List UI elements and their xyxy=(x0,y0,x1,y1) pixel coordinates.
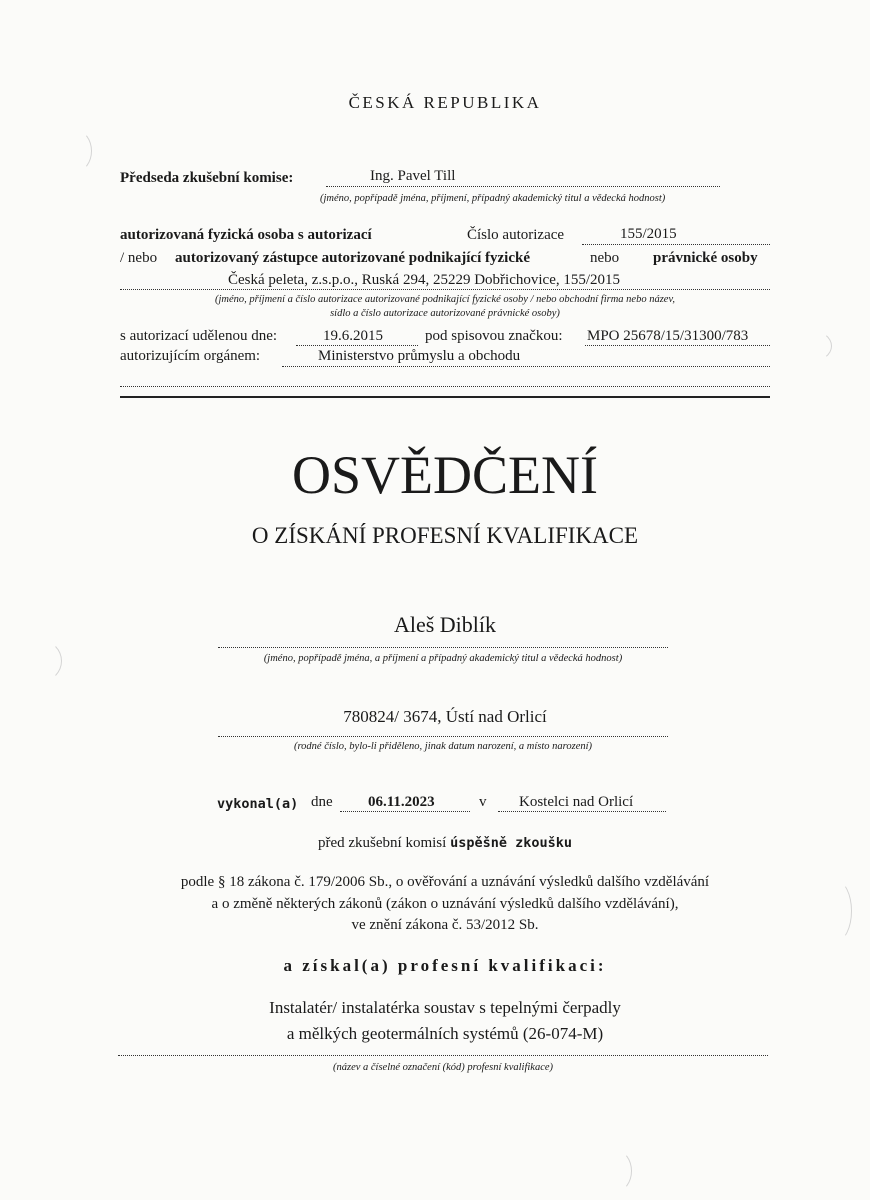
chair-note: (jméno, popřípadě jména, příjmení, případný akademický titul a vědecká hodnost) xyxy=(320,193,666,204)
legal-person-label: právnické osoby xyxy=(653,250,758,266)
paper-fiber xyxy=(20,640,62,682)
qualification-note: (název a číselné označení (kód) profesní kvalifikace) xyxy=(332,1062,554,1073)
exam-before-line xyxy=(0,835,870,852)
or-prefix: / nebo xyxy=(120,250,158,266)
exam-done-label: vykonal(a) xyxy=(217,796,299,812)
file-label: pod spisovou značkou: xyxy=(425,328,563,344)
chair-label: Předseda zkušební komise: xyxy=(120,170,294,186)
holder-birth-dotted-line xyxy=(218,736,668,737)
authorization-number-label: Číslo autorizace xyxy=(467,227,565,243)
holder-name-note: (jméno, popřípadě jména, a příjmení a případný akademický titul a vědecká hodnost) xyxy=(263,653,623,664)
entity-value: Česká peleta, z.s.p.o., Ruská 294, 25229 Dobřichovice, 155/2015 xyxy=(228,272,621,288)
qualification-dotted-line xyxy=(118,1055,768,1056)
granted-label: s autorizací udělenou dne: xyxy=(120,328,278,344)
qualification-line-2: a mělkých geotermálních systémů (26-074-M) xyxy=(286,1024,604,1043)
exam-place-dotted-line xyxy=(498,811,666,812)
acquired-qualification-heading: a získal(a) profesní kvalifikaci: xyxy=(283,956,607,975)
law-line-3: ve znění zákona č. 53/2012 Sb. xyxy=(351,917,539,933)
qualification-line-1: Instalatér/ instalatérka soustav s tepelnými čerpadly xyxy=(269,998,621,1017)
exam-success-text: úspěšně zkoušku xyxy=(450,835,572,851)
holder-name: Aleš Diblík xyxy=(393,612,497,637)
holder-birth: 780824/ 3674, Ústí nad Orlicí xyxy=(343,707,547,726)
country-heading: ČESKÁ REPUBLIKA xyxy=(348,93,542,112)
person-authorization-label: autorizovaná fyzická osoba s autorizací xyxy=(120,227,372,243)
entity-note-2: sídlo a číslo autorizace autorizované právnické osoby) xyxy=(330,308,560,319)
law-line-1: podle § 18 zákona č. 179/2006 Sb., o ověřování a uznávání výsledků dalšího vzdělávání xyxy=(180,874,710,890)
entity-note-1: (jméno, příjmení a číslo autorizace autorizované podnikající fyzické osoby / nebo obchodní firma nebo název, xyxy=(215,294,675,305)
chair-value: Ing. Pavel Till xyxy=(370,168,456,184)
granted-dotted-line xyxy=(296,345,418,346)
certificate-title: OSVĚDČENÍ xyxy=(292,445,598,505)
law-line-2: a o změně některých zákonů (zákon o uznávání výsledků dalšího vzdělávání), xyxy=(211,896,679,912)
exam-place-prefix: v xyxy=(479,794,487,810)
exam-date-value: 06.11.2023 xyxy=(368,794,435,810)
paper-fiber xyxy=(600,1150,632,1192)
entity-dotted-line xyxy=(120,289,770,290)
paper-fiber xyxy=(790,330,832,362)
holder-birth-note: (rodné číslo, bylo-li přiděleno, jinak datum narození, a místo narození) xyxy=(293,741,593,752)
paper-fiber xyxy=(60,130,92,172)
authorization-number-value: 155/2015 xyxy=(620,226,677,242)
authority-dotted-line xyxy=(282,366,770,367)
representative-label: autorizovaný zástupce autorizované podnikající fyzické xyxy=(175,250,530,266)
chair-dotted-line xyxy=(326,186,720,187)
authority-value: Ministerstvo průmyslu a obchodu xyxy=(318,348,521,364)
file-value: MPO 25678/15/31300/783 xyxy=(587,328,749,344)
certificate-subtitle: O ZÍSKÁNÍ PROFESNÍ KVALIFIKACE xyxy=(251,523,639,548)
blank-dotted-line xyxy=(120,386,770,387)
exam-date-dotted-line xyxy=(340,811,470,812)
holder-name-dotted-line xyxy=(218,647,668,648)
authorization-number-dotted-line xyxy=(582,244,770,245)
section-divider xyxy=(120,396,770,398)
file-dotted-line xyxy=(585,345,770,346)
exam-date-prefix: dne xyxy=(311,794,333,810)
granted-value: 19.6.2015 xyxy=(323,328,383,344)
exam-place-value: Kostelci nad Orlicí xyxy=(519,794,634,810)
or-word: nebo xyxy=(590,250,620,266)
exam-before-text: před zkušební komisí xyxy=(318,835,447,851)
authority-label: autorizujícím orgánem: xyxy=(120,348,261,364)
